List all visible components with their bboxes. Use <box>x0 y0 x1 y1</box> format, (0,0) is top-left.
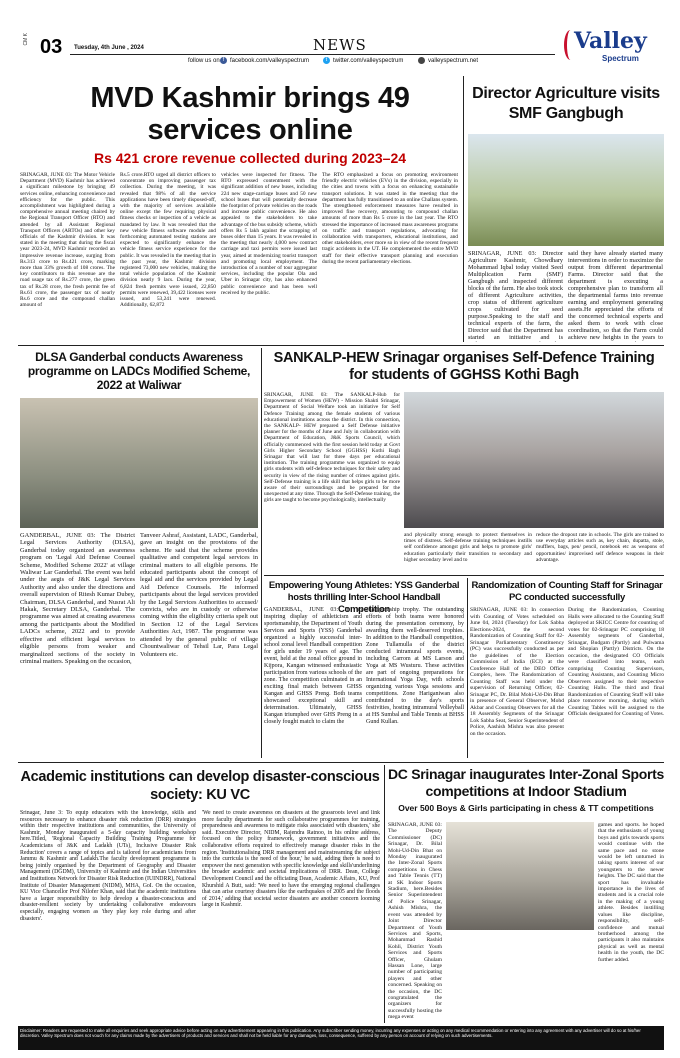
logo-subtitle: Spectrum <box>602 54 639 63</box>
twitter-url: twitter.com/valleyspectrum <box>333 57 404 64</box>
kuvc-col-2: 'We need to create awareness on disasters at the grassroots level and link more faculty departments for such collaborative programmes for training, preparedness and awareness to mitigate risks associated with disasters,' she said. Executive Director, NIDM, Rajendra Ratnoo, in his online address, focused on the policy framework, government initiatives and the collaborative efforts required to effectively manage disaster risks in the region. 'Institutionalising DRR management and mainstreaming the subject into the curricula is the need of the hour,' he said, adding there is need to empower the next generation with specific knowledge and skills'underlining the broader academic and societal implications of DRR. Dean, College Development Council and the officiating Dean, Academic Affairs, KU, Prof Khurshid A Butt, said: 'We need to have the emerging regional challenges that can arise courtesy disasters like the earthquakes of 2005 and the floods of 2014,' adding that societal sector disasters are another concern looming large in Kashmir. <box>202 810 380 909</box>
disclaimer: Disclaimer: Readers are requested to make all enquiries and seek appropriate advice before acting on any advertisement appearing in this publication. Any subscriber sending money, incurring any expenses or acting on any medical recommendation or entering into any agreement with any advertiser will do so at his/her discretion. Valley Spectrum does not vouch for any claims made by the advertisers of products and services and shall not be held liable for any damages, loss, consequence, suffered by any person on account of relying on such advertisements. <box>18 1026 664 1050</box>
sankalp-col-2: and physically strong enough to protect themselves in times of distress. Self-defense training techniques instills self confidence amongst girls and helps to promote girls' education particularly their transition to secondary and higher secondary level and to <box>404 532 532 563</box>
horizontal-divider-1 <box>18 345 664 346</box>
page-number: 03 <box>40 36 63 58</box>
facebook-url: facebook.com/valleyspectrum <box>230 57 310 64</box>
sports-subhead: Over 500 Boys & Girls participating in chess & TT competitions <box>398 803 654 813</box>
counting-headline: Randomization of Counting Staff for Srinagar PC conducted successfully <box>471 580 663 603</box>
sankalp-headline: SANKALP-HEW Srinagar organises Self-Defence Training for students of GGHSS Kothi Bagh <box>273 350 655 383</box>
horizontal-divider-2 <box>264 575 664 576</box>
lead-headline: MVD Kashmir brings 49 services online <box>90 82 410 146</box>
twitter-link[interactable] <box>323 57 403 64</box>
dlsa-photo <box>20 398 258 528</box>
section-label: NEWS <box>313 36 367 54</box>
sports-col-2: games and sports. he hoped that the enthusiasts of young boys and girls towards sports would continue with the same pace and no stone would be left unturned in taking sports interest of our youngsters to the newer heights. The DC said that the sport has invaluable importance in the lives of students and is a crucial role in the making of a young athlete. Besides instilling values like discipline, responsibility, self-confidence and mutual brotherhood among the participants it also maintains physical as well as mental health in the youth, the DC further added. <box>598 822 664 963</box>
logo-title: Valley <box>574 28 647 54</box>
dlsa-col-2: Tanveer Ashraf, Assistant, LADC, Ganderbal, gave an insight on the provisions of the scheme. He said that the scheme provides qualitative and competent legal services in criminal matters to all eligible persons. He educated participants about the concept of legal aid and the services provided by Legal Aid Defence Counsels. He informed participants about the legal services provided by the Legal Services Authorities to accused/ convicts, who are in custody or otherwise coming within the eligibility criteria spelt out in Section 12 of the Legal Services Authorities Act, 1987. The programme was attended by the general public of village Chountwaliwar of Tehsil Lar, Para Legal Volunteers etc. <box>140 532 258 658</box>
yss-headline: Empowering Young Athletes: YSS Ganderbal hosts thrilling Inter-School Handball Competition <box>268 580 460 615</box>
twitter-icon: t <box>323 57 330 64</box>
lead-col-3: vehicles were inspected for fitness. The RTO expressed contentment with the significant addition of new buses, including 224 new stage-carriage buses and 50 new school buses that will potentially decrease the footprint of private vehicles on the roads and increase public convenience. He also appealed to the stakeholders to take advantage of the bus subsidy scheme, which offers Rs 5 lakh against the scrapping of buses older than 15 years. It was revealed in the meeting that nearly 4,000 new contract carriage and taxi permits were issued last year, aimed at modernizing tourist transport and promoting local employment. The introduction of a number of tour aggregator services, including the popular Ola and Uber in Srinagar city, has also enhanced public convenience and has been well received by the public. <box>221 172 317 296</box>
sports-photo <box>446 822 594 930</box>
follow-label: follow us on <box>188 58 220 64</box>
yss-col-2: championship trophy. The outstanding efforts of both teams were honored during the presentation ceremony, by awarding them well-deserved trophies. In addition to the Handball competition, Zone Tullamulla of the district conducted intramural sports events, including Carrom at MS Larson and Yoga at MS Wusturu. These activities are part of ongoing preparations for International Yoga Day, with schools organizing various Yoga sessions and competitions. Zone Hariganiwan also contributed to the day's sports festivities, hosting intramural Volleyball at HS Sumbal and Table Tennis at BHSS Gund Kullan. <box>366 607 464 725</box>
facebook-icon: f <box>220 57 227 64</box>
counting-col-1: SRINAGAR, JUNE 03: In connection with Counting of Votes scheduled on June 04, 2024 (Tuesday) for Lok Sabha Elections-2024, the second Randomization of Counting Staff for 02-Srinagar Parliamentary Constituency (PC) was successfully conducted as per the guidelines of the Election Commission of India (ECI) at the Conference Hall of the DEO Office Complex, here. The Randomization of Counting Staff was held under the supervision of Returning Officer, 02-Srinagar PC, Dr. Bilal Mohi-Ud-Din Bhat in presence of General Observer, Mohd Akbar and Counting Observers for all the 18 Assembly Segments of the Srinagar Lok Sabha Seat, Senior Superintendent of Police, Aashish Mishra was also present on the occasion. <box>470 607 564 737</box>
dlsa-headline: DLSA Ganderbal conducts Awareness programme on LADCs Modified Scheme, 2022 at Waliwar <box>27 350 251 392</box>
sports-headline: DC Srinagar inaugurates Inter-Zonal Sports competitions at Indoor Stadium <box>388 766 665 799</box>
agri-col-2: said they have already started many interventions in order to maximize the output from different departmental Farms. Director said that the department is executing a comprehensive plan to transform all the departmental farms into revenue earning and employment generating assets.He appreciated the efforts of the concerned technical experts and asked them to work with close coordination, so that the Farm could achieve new heights in the years to <box>568 250 663 341</box>
kuvc-headline: Academic institutions can develop disaster-conscious society: KU VC <box>20 769 380 803</box>
vertical-divider-3 <box>467 578 468 758</box>
logo <box>562 28 662 66</box>
vertical-divider-2 <box>261 348 262 758</box>
sankalp-col-3: reduce the dropout rate in schools. The girls are trained to use everyday articles such as, key chain, dupatta, stole, mufflers, bags, pen/ pencil, notebook etc as weapons of opportunities/ improvised self defence weapons in their advantage. <box>536 532 664 563</box>
website-link[interactable] <box>418 57 478 64</box>
lead-col-1: SRINAGAR, JUNE 03: The Motor Vehicle Department (MVD) Kashmir has achieved a significant milestone by bringing 49 services online, enhancing convenience and efficiency for the public. This accomplishment was highlighted during a comprehensive annual meeting chaired by the Regional Transport Officer (RTO) and attended by all Assistant Regional Transport Officers (ARTOs) and other key officials of the Kashmir division. It was stated in the meeting that during the fiscal year 2023-24, MVD Kashmir recorded an impressive revenue increase, surging from Rs.313 crore to Rs.421 crore, marking more than 33% growth of 108 crores. The key contributors to this revenue are the road usage tax of Rs.277 crore, the green tax of Rs.28 crore, the fresh permit fee of Rs.61 crore, the passenger tax of nearly Rs.6 crore and the compound challan amount of <box>20 172 115 309</box>
lead-col-4: The RTO emphasized a focus on promoting environment friendly electric vehicles (EVs) in the division, especially in the cities and towns with a focus on enhancing sustainable transport solutions. It was stated in the meeting that the department has fully transitioned to an online Challans system. The strengthened enforcement measures have resulted in improved fine recovery, amounting to compound challan amounts of more than Rs 5 crore in the last year. The RTO stressed the importance of increased mass awareness programs on traffic and transport regulations, advocating for collaboration with transporters, educational institutions, and other stakeholders, ever more so in view of the recent frequent tragic accidents in the UT. He complemented the entire MVD staff for their effective transport planning and execution during the recent parliamentary elections. <box>322 172 458 265</box>
yss-col-1: GANDERBAL, JUNE 03: In an inspiring display of athleticism and sportsmanship, the Department of Youth Services and Sports (YSS) Ganderbal organized a highly successful inter-school zonal level Handball competition for girls under 19 years of age. The event, held at the zonal office ground in Kijpora, Kangan witnessed enthusiastic participation from various schools of the zone. The competition culminated in an exciting final match between GHSS Kangan and GHSS Preng. Both teams showcased exceptional skill and determination. Ultimately, GHSS Kangan triumphed over GHS Preng in a closely fought match to claim the <box>264 607 362 725</box>
horizontal-divider-3 <box>18 762 664 763</box>
facebook-link[interactable] <box>220 57 309 64</box>
sankalp-photo <box>404 392 664 528</box>
sankalp-intro: SRINAGAR, JUNE 03: The SANKALP-Hub for Empowerment of Women (HEW) - Mission Shakti Srinagar, Department of Social Welfare took an initiative for Self Defence Training among the female students of various educational institutions across the district. In this connection, the SANKALP- HEW prepared a Self Defense initiative planner for the months of June and July in collaboration with Department of Education, J&K Sports Council, which officially commenced with the first session held today at Govt Girls Higher Secondary School (GGHSS) Kothi Bagh Srinagar that will last for three days per educational institution. The training programme was organized to equip girls students with self-defence techniques for their safety and security in view of the rising number of crimes against girls. Self-Defense training is a life skill that helps girls to be more aware of their surroundings and be prepared for the unexpected at any time. Through the Self-Defense training, the girls are taught to become psychologically, intellectually <box>264 392 400 504</box>
kuvc-col-1: Srinagar, June 3: To equip educators with the knowledge, skills and resources necessary to enhance disaster risk reduction (DRR) strategies within their respective institutions and communities, the University of Kashmir, Monday inaugurated a 5-day capacity building workshop here.Titled, 'Regional Capacity Building Training Programme for Academicians of J&K and Ladakh (UTs), Inclusive Disaster Risk Reduction' covers a range of topics and is tailored for academicians from Jammu & Kashmir and Ladakh.The faculty development programme is being jointly organised by the Department of Geography and Disaster Management (DGDM), University of Kashmir and the Indian Universities and Institutions Network for Disaster Risk Reduction (IUINDRR), National Institute of Disaster Management (NIDM), MHA, GoI. On the occasion, KU Vice Chancellor Prof Nilofer Khan, said that the academic institutions have a larger responsibility to help develop a disaster-conscious and disaster-resilient society by undertaking collaborative endeavours especially, engaging women as 'they play key role during and after disasters'. <box>20 810 196 922</box>
lead-col-2: Rs.5 crore.RTO urged all district officers to concentrate on improving passenger tax collection. During the meeting, it was revealed that 98% of all the service applications have been timely disposed-off, with the majority of services available online except the few requiring physical fitness checks or inspection of a vehicle as mandated by law. It was revealed that the new vehicle fitness software module and forthcoming automated testing stations are expected to significantly enhance the vehicle fitness service experience for the public. It was revealed in the meeting that in the past year, the Kashmir division registered 73,000 new vehicles, making the total vehicle population of the Kashmir division nearly 9 lacs. During the year, 6,824 fresh permits were issued, 22,850 permits were renewed, 39,422 licenses were issued, and 53,241 were renewed. Additionally, 62,872 <box>120 172 216 309</box>
masthead-rule <box>70 54 555 55</box>
agri-col-1: SRINAGAR, JUNE 03: Director Agriculture Kashmir, Chowdhary Mohammad Iqbal today visited Seed Multiplication Farm (SMF) Gangbugh and inspected different blocks of the farm. He also took stock of different Agriculture activities, crop status of different agriculture crops cultivated for seed purpose.Speaking to the staff and technical experts of the farm, the Director said that the Department has started an initiative and is <box>468 250 563 341</box>
vertical-divider-4 <box>384 765 385 1023</box>
date: Tuesday, 4th June , 2024 <box>74 45 144 51</box>
page-label: CM K <box>23 33 29 46</box>
lead-subhead: Rs 421 crore revenue collected during 2023–24 <box>93 150 407 166</box>
agri-headline: Director Agriculture visits SMF Gangbugh <box>472 85 660 122</box>
counting-col-2: During the Randomization, Counting Halls were allocated to the Counting Staff deployed at SKICC Centre for counting of votes for 02-Srinagar PC comprising 18 Assembly segments of Ganderbal, Srinagar, Budgam (Partly) and Pulwama and Shopian (Partly) Districts. On the occasion, the designated CO Officials were classified into teams, each comprising Counting Supervisors, Counting Assistants, and Counting Micro Observers assigned to their respective Counting Halls. The third and final Randomization of Counting Staff will take place tomorrow morning, during which Counting Tables will be assigned to the Officials designated for Counting of Votes. <box>568 607 664 717</box>
agri-photo <box>468 134 664 246</box>
dlsa-col-1: GANDERBAL, JUNE 03: The District Legal Services Authority (DLSA), Ganderbal today organized an awareness program on 'Legal Aid Defense Counsel Scheme, Modified Scheme 2022' at village Waliwar Lar Ganderbal. The event was held under the aegis of J&K Legal Services Authority and also under the directions and overall supervision of Ritesh Kumar Dubey, Chairman, DLSA Ganderbal, and Nusrat Ali Hakak, Secretary DLSA, Ganderbal. The programme was aimed at creating awareness among the participants about the Modified LADCs scheme, 2022 and to provide effective and efficient legal services to eligible persons from weaker and marginalized sections of the society in criminal matters. Speaking on the occasion, <box>20 532 135 665</box>
website-url: valleyspectrum.net <box>428 57 479 64</box>
vertical-divider <box>463 76 464 342</box>
sports-col-1: SRINAGAR, JUNE 03: The Deputy Commissioner (DC) Srinagar, Dr. Bilal Mohi-Ud-Din Bhat on Monday inaugurated the Inter-Zonal Sports competitions in Chess and Table Tennis (TT) at SK Indoor Sports Stadium, here.Besides Senior Superintendent of Police Srinagar, Ashish Mishra, the event was attended by Joint Director Department of Youth Services and Sports, Mohammad Rashid Kohli, District Youth Services and Sports Officer, Ghulam Hassan Lone, large number of participating players and other concerned. Speaking on the occasion, the DC congratulated the organizers for successfully hosting the mega event <box>388 822 442 1020</box>
globe-icon <box>418 57 425 64</box>
